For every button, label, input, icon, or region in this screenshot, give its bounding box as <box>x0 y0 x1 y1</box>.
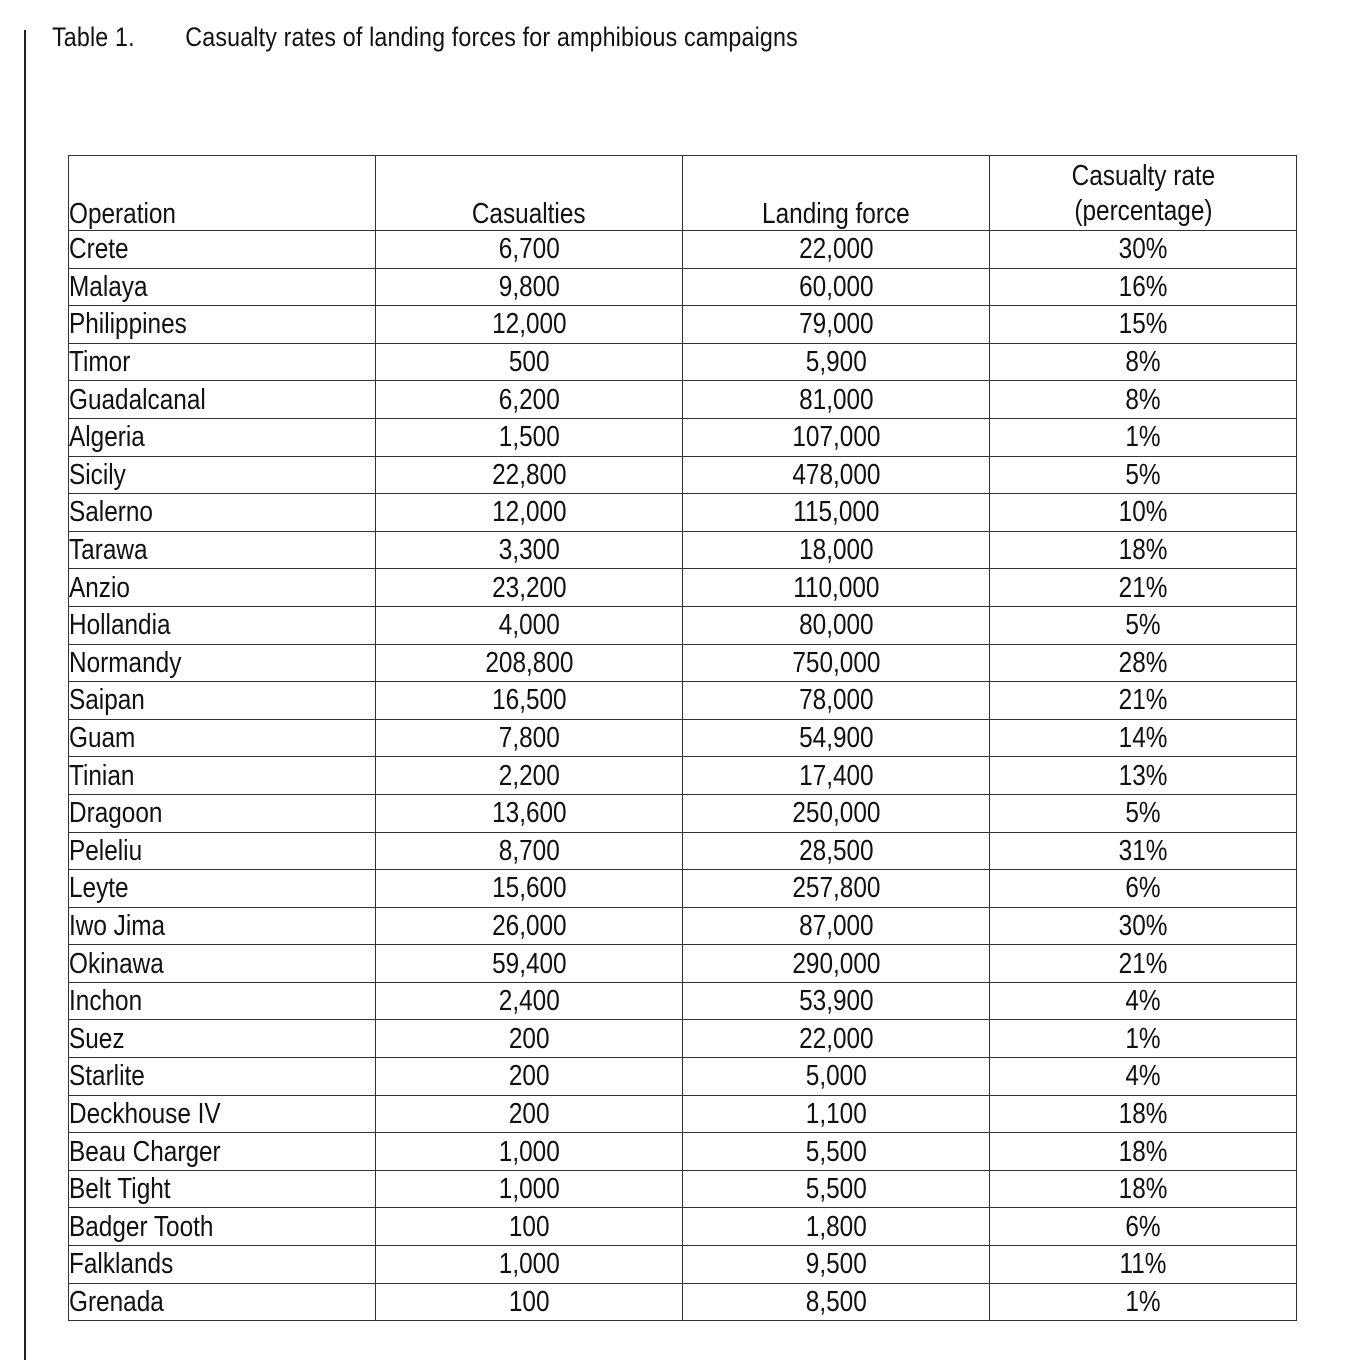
cell-operation <box>69 682 376 720</box>
cell-operation-value: Deckhouse IV <box>69 1097 221 1130</box>
cell-casualties <box>376 682 683 720</box>
cell-casualty-rate-value: 21% <box>1118 684 1168 717</box>
cell-casualty-rate-value: 11% <box>1119 1248 1167 1281</box>
cell-landing-force <box>683 306 990 344</box>
table-number: Table 1. <box>52 22 135 52</box>
cell-casualties-value: 4,000 <box>498 609 560 642</box>
cell-casualty-rate-value: 6% <box>1125 872 1161 905</box>
table-row <box>69 268 1297 306</box>
table-caption <box>52 22 798 53</box>
cell-casualties-value: 22,800 <box>491 458 567 491</box>
cell-operation-value: Salerno <box>69 496 153 529</box>
table-row <box>69 1133 1297 1171</box>
cell-landing-force-value: 17,400 <box>798 759 874 792</box>
cell-landing-force-value: 5,000 <box>805 1060 867 1093</box>
header-casualty-rate <box>990 156 1297 231</box>
cell-landing-force <box>683 231 990 269</box>
cell-landing-force <box>683 1208 990 1246</box>
cell-operation <box>69 494 376 532</box>
cell-landing-force-value: 110,000 <box>792 571 880 604</box>
cell-casualty-rate-value: 18% <box>1118 1097 1168 1130</box>
cell-casualty-rate <box>990 682 1297 720</box>
cell-casualty-rate-value: 18% <box>1118 1173 1168 1206</box>
cell-operation <box>69 1246 376 1284</box>
table-row <box>69 1170 1297 1208</box>
cell-casualties-value: 23,200 <box>491 571 567 604</box>
cell-casualty-rate <box>990 1095 1297 1133</box>
cell-operation <box>69 231 376 269</box>
cell-casualty-rate-value: 30% <box>1118 233 1168 266</box>
cell-landing-force <box>683 494 990 532</box>
cell-operation-value: Algeria <box>69 421 145 454</box>
cell-landing-force-value: 5,900 <box>805 346 867 379</box>
cell-casualty-rate-value: 16% <box>1118 270 1168 303</box>
cell-casualty-rate <box>990 870 1297 908</box>
cell-casualties <box>376 1095 683 1133</box>
cell-landing-force-value: 81,000 <box>798 383 874 416</box>
cell-casualties <box>376 494 683 532</box>
cell-landing-force-value: 8,500 <box>805 1285 867 1318</box>
cell-operation <box>69 644 376 682</box>
table-row <box>69 682 1297 720</box>
cell-operation-value: Belt Tight <box>69 1173 171 1206</box>
cell-operation-value: Guam <box>69 722 136 755</box>
cell-operation <box>69 1095 376 1133</box>
cell-casualty-rate-value: 15% <box>1118 308 1168 341</box>
cell-operation <box>69 907 376 945</box>
cell-landing-force-value: 290,000 <box>791 947 881 980</box>
cell-casualty-rate <box>990 644 1297 682</box>
table-row <box>69 832 1297 870</box>
header-casualty-rate-line1: Casualty rate <box>1071 160 1215 192</box>
cell-casualty-rate <box>990 945 1297 983</box>
cell-landing-force <box>683 456 990 494</box>
cell-casualties-value: 6,200 <box>498 383 560 416</box>
cell-operation <box>69 1170 376 1208</box>
cell-operation-value: Dragoon <box>69 797 163 830</box>
table-row <box>69 644 1297 682</box>
cell-operation <box>69 1283 376 1321</box>
cell-landing-force <box>683 1058 990 1096</box>
cell-casualty-rate <box>990 757 1297 795</box>
cell-landing-force-value: 750,000 <box>791 646 881 679</box>
cell-operation <box>69 794 376 832</box>
cell-casualties-value: 9,800 <box>498 270 560 303</box>
cell-operation-value: Inchon <box>69 985 143 1018</box>
cell-casualties-value: 7,800 <box>498 722 560 755</box>
cell-casualties <box>376 907 683 945</box>
header-casualties <box>376 156 683 231</box>
cell-casualty-rate-value: 14% <box>1118 722 1168 755</box>
cell-operation <box>69 757 376 795</box>
cell-casualty-rate-value: 5% <box>1125 609 1161 642</box>
cell-casualty-rate-value: 4% <box>1125 985 1161 1018</box>
cell-operation <box>69 569 376 607</box>
cell-casualty-rate <box>990 569 1297 607</box>
cell-casualties <box>376 268 683 306</box>
cell-operation-value: Peleliu <box>69 834 143 867</box>
cell-casualty-rate-value: 8% <box>1125 383 1161 416</box>
cell-casualties-value: 1,000 <box>498 1135 560 1168</box>
cell-landing-force <box>683 606 990 644</box>
cell-landing-force <box>683 1283 990 1321</box>
table-row <box>69 1020 1297 1058</box>
table-body <box>69 231 1297 1321</box>
cell-casualties <box>376 343 683 381</box>
cell-landing-force-value: 79,000 <box>798 308 874 341</box>
table-row <box>69 907 1297 945</box>
table-row <box>69 1246 1297 1284</box>
cell-operation <box>69 945 376 983</box>
cell-operation <box>69 719 376 757</box>
cell-casualty-rate-value: 28% <box>1118 646 1168 679</box>
cell-casualties <box>376 306 683 344</box>
cell-operation <box>69 456 376 494</box>
cell-casualty-rate <box>990 1020 1297 1058</box>
cell-landing-force <box>683 569 990 607</box>
cell-casualties <box>376 456 683 494</box>
cell-casualties-value: 3,300 <box>498 534 560 567</box>
cell-casualties <box>376 418 683 456</box>
cell-landing-force <box>683 381 990 419</box>
cell-casualty-rate <box>990 1170 1297 1208</box>
cell-operation <box>69 832 376 870</box>
cell-casualty-rate <box>990 606 1297 644</box>
cell-landing-force-value: 115,000 <box>792 496 880 529</box>
cell-casualty-rate <box>990 794 1297 832</box>
cell-landing-force-value: 87,000 <box>798 909 874 942</box>
cell-landing-force <box>683 1246 990 1284</box>
cell-landing-force-value: 1,800 <box>805 1210 867 1243</box>
cell-landing-force <box>683 719 990 757</box>
cell-landing-force <box>683 945 990 983</box>
cell-casualties <box>376 1283 683 1321</box>
cell-casualties-value: 15,600 <box>491 872 567 905</box>
cell-casualty-rate <box>990 832 1297 870</box>
cell-operation-value: Philippines <box>69 308 187 341</box>
cell-landing-force-value: 54,900 <box>798 722 874 755</box>
cell-operation-value: Hollandia <box>69 609 171 642</box>
table-row <box>69 982 1297 1020</box>
cell-casualty-rate-value: 18% <box>1118 534 1168 567</box>
table-row <box>69 231 1297 269</box>
cell-casualty-rate <box>990 982 1297 1020</box>
cell-casualty-rate <box>990 306 1297 344</box>
header-landing-force <box>683 156 990 231</box>
cell-landing-force-value: 53,900 <box>798 985 874 1018</box>
cell-casualty-rate <box>990 381 1297 419</box>
cell-casualty-rate-value: 21% <box>1118 571 1168 604</box>
cell-operation-value: Falklands <box>69 1248 174 1281</box>
cell-operation <box>69 306 376 344</box>
cell-landing-force <box>683 268 990 306</box>
cell-operation-value: Grenada <box>69 1285 164 1318</box>
cell-casualties-value: 59,400 <box>491 947 567 980</box>
cell-casualty-rate-value: 5% <box>1125 797 1161 830</box>
cell-landing-force-value: 107,000 <box>791 421 881 454</box>
cell-operation-value: Suez <box>69 1022 125 1055</box>
cell-casualty-rate-value: 30% <box>1118 909 1168 942</box>
cell-landing-force-value: 60,000 <box>798 270 874 303</box>
cell-casualties <box>376 982 683 1020</box>
cell-landing-force <box>683 757 990 795</box>
cell-casualty-rate <box>990 719 1297 757</box>
cell-landing-force <box>683 982 990 1020</box>
cell-operation-value: Malaya <box>69 270 148 303</box>
cell-casualties-value: 100 <box>508 1210 550 1243</box>
cell-casualties-value: 200 <box>508 1097 550 1130</box>
table-row <box>69 606 1297 644</box>
table-row <box>69 794 1297 832</box>
cell-landing-force <box>683 1020 990 1058</box>
cell-landing-force-value: 22,000 <box>798 1022 874 1055</box>
cell-casualty-rate <box>990 231 1297 269</box>
cell-casualty-rate <box>990 1133 1297 1171</box>
cell-landing-force-value: 478,000 <box>791 458 881 491</box>
cell-landing-force <box>683 870 990 908</box>
cell-operation-value: Beau Charger <box>69 1135 221 1168</box>
cell-casualties-value: 8,700 <box>498 834 560 867</box>
cell-casualty-rate <box>990 1283 1297 1321</box>
cell-landing-force <box>683 1170 990 1208</box>
cell-landing-force <box>683 531 990 569</box>
cell-casualty-rate-value: 18% <box>1118 1135 1168 1168</box>
cell-casualty-rate-value: 13% <box>1118 759 1168 792</box>
cell-casualty-rate-value: 1% <box>1125 1285 1161 1318</box>
cell-casualties <box>376 832 683 870</box>
table-row <box>69 343 1297 381</box>
cell-casualties-value: 6,700 <box>498 233 560 266</box>
table-row <box>69 1058 1297 1096</box>
cell-casualties-value: 13,600 <box>491 797 567 830</box>
cell-operation-value: Anzio <box>69 571 130 604</box>
table-row <box>69 945 1297 983</box>
table-row <box>69 1095 1297 1133</box>
cell-casualties-value: 12,000 <box>491 308 567 341</box>
cell-operation <box>69 531 376 569</box>
cell-operation <box>69 343 376 381</box>
cell-casualty-rate-value: 1% <box>1125 421 1161 454</box>
cell-landing-force-value: 250,000 <box>791 797 881 830</box>
cell-casualties <box>376 1170 683 1208</box>
cell-casualties <box>376 1058 683 1096</box>
table-row <box>69 456 1297 494</box>
cell-landing-force-value: 28,500 <box>798 834 874 867</box>
cell-operation-value: Leyte <box>69 872 129 905</box>
cell-operation <box>69 1208 376 1246</box>
table-row <box>69 719 1297 757</box>
cell-casualties <box>376 945 683 983</box>
cell-operation <box>69 1020 376 1058</box>
cell-casualties <box>376 719 683 757</box>
cell-operation-value: Sicily <box>69 458 126 491</box>
cell-casualties <box>376 1020 683 1058</box>
cell-landing-force-value: 5,500 <box>805 1173 867 1206</box>
cell-casualty-rate-value: 6% <box>1125 1210 1161 1243</box>
cell-operation <box>69 268 376 306</box>
cell-casualties-value: 200 <box>508 1022 550 1055</box>
cell-landing-force <box>683 1095 990 1133</box>
cell-casualty-rate-value: 10% <box>1118 496 1168 529</box>
header-operation <box>69 156 376 231</box>
cell-casualties-value: 16,500 <box>491 684 567 717</box>
table-row <box>69 531 1297 569</box>
cell-casualties <box>376 1133 683 1171</box>
cell-casualty-rate <box>990 456 1297 494</box>
cell-landing-force <box>683 682 990 720</box>
cell-casualties-value: 1,500 <box>498 421 560 454</box>
cell-casualties <box>376 794 683 832</box>
cell-operation-value: Tarawa <box>69 534 148 567</box>
cell-operation-value: Timor <box>69 346 131 379</box>
cell-landing-force-value: 1,100 <box>805 1097 867 1130</box>
cell-operation-value: Saipan <box>69 684 145 717</box>
cell-operation-value: Iwo Jima <box>69 909 166 942</box>
cell-casualty-rate-value: 1% <box>1125 1022 1161 1055</box>
table-row <box>69 494 1297 532</box>
cell-casualty-rate <box>990 531 1297 569</box>
header-operation-label: Operation <box>69 198 176 230</box>
cell-operation-value: Crete <box>69 233 129 266</box>
cell-landing-force <box>683 907 990 945</box>
table-row <box>69 1283 1297 1321</box>
cell-operation <box>69 381 376 419</box>
cell-casualties-value: 100 <box>508 1285 550 1318</box>
cell-operation-value: Guadalcanal <box>69 383 206 416</box>
cell-operation-value: Starlite <box>69 1060 145 1093</box>
cell-casualties <box>376 870 683 908</box>
table-title: Casualty rates of landing forces for amphibious campaigns <box>185 22 798 52</box>
cell-landing-force-value: 80,000 <box>798 609 874 642</box>
cell-operation-value: Normandy <box>69 646 182 679</box>
cell-operation <box>69 1133 376 1171</box>
cell-landing-force <box>683 644 990 682</box>
cell-landing-force-value: 22,000 <box>798 233 874 266</box>
cell-casualties <box>376 606 683 644</box>
cell-casualty-rate-value: 21% <box>1118 947 1168 980</box>
table-row <box>69 870 1297 908</box>
cell-casualties <box>376 531 683 569</box>
cell-landing-force <box>683 343 990 381</box>
cell-operation-value: Tinian <box>69 759 135 792</box>
cell-casualties <box>376 381 683 419</box>
cell-casualties <box>376 569 683 607</box>
cell-casualty-rate <box>990 343 1297 381</box>
cell-landing-force <box>683 418 990 456</box>
cell-casualties <box>376 1208 683 1246</box>
table-row <box>69 381 1297 419</box>
cell-casualties <box>376 1246 683 1284</box>
cell-casualties-value: 1,000 <box>498 1173 560 1206</box>
cell-landing-force-value: 78,000 <box>798 684 874 717</box>
cell-casualty-rate <box>990 494 1297 532</box>
cell-operation <box>69 870 376 908</box>
table-row <box>69 1208 1297 1246</box>
cell-casualties-value: 26,000 <box>491 909 567 942</box>
page-margin-rule <box>24 30 26 1360</box>
cell-casualty-rate <box>990 1058 1297 1096</box>
cell-operation <box>69 606 376 644</box>
cell-casualties <box>376 757 683 795</box>
cell-casualty-rate-value: 5% <box>1125 458 1161 491</box>
header-landing-force-label: Landing force <box>762 198 910 230</box>
cell-operation-value: Okinawa <box>69 947 164 980</box>
cell-casualties-value: 12,000 <box>491 496 567 529</box>
cell-casualties-value: 1,000 <box>498 1248 560 1281</box>
header-casualties-label: Casualties <box>472 198 586 230</box>
cell-casualties-value: 2,200 <box>498 759 560 792</box>
cell-landing-force-value: 5,500 <box>805 1135 867 1168</box>
cell-casualties-value: 2,400 <box>498 985 560 1018</box>
cell-casualties <box>376 644 683 682</box>
table-row <box>69 418 1297 456</box>
cell-operation-value: Badger Tooth <box>69 1210 214 1243</box>
cell-landing-force <box>683 794 990 832</box>
header-casualty-rate-line2: (percentage) <box>1073 195 1213 227</box>
cell-casualties-value: 500 <box>508 346 550 379</box>
cell-casualties-value: 208,800 <box>484 646 574 679</box>
cell-casualty-rate-value: 31% <box>1118 834 1168 867</box>
table-row <box>69 306 1297 344</box>
cell-casualty-rate <box>990 1246 1297 1284</box>
cell-casualty-rate <box>990 268 1297 306</box>
cell-casualty-rate-value: 4% <box>1125 1060 1161 1093</box>
cell-casualty-rate <box>990 907 1297 945</box>
table-row <box>69 757 1297 795</box>
cell-landing-force-value: 9,500 <box>805 1248 867 1281</box>
cell-landing-force <box>683 1133 990 1171</box>
cell-landing-force <box>683 832 990 870</box>
cell-operation <box>69 982 376 1020</box>
table-row <box>69 569 1297 607</box>
cell-casualty-rate <box>990 1208 1297 1246</box>
cell-landing-force-value: 257,800 <box>791 872 881 905</box>
cell-casualties <box>376 231 683 269</box>
table-header-row <box>69 156 1297 231</box>
cell-casualty-rate-value: 8% <box>1125 346 1161 379</box>
casualty-table <box>68 155 1297 1321</box>
cell-casualties-value: 200 <box>508 1060 550 1093</box>
cell-landing-force-value: 18,000 <box>798 534 874 567</box>
cell-casualty-rate <box>990 418 1297 456</box>
cell-operation <box>69 418 376 456</box>
cell-operation <box>69 1058 376 1096</box>
